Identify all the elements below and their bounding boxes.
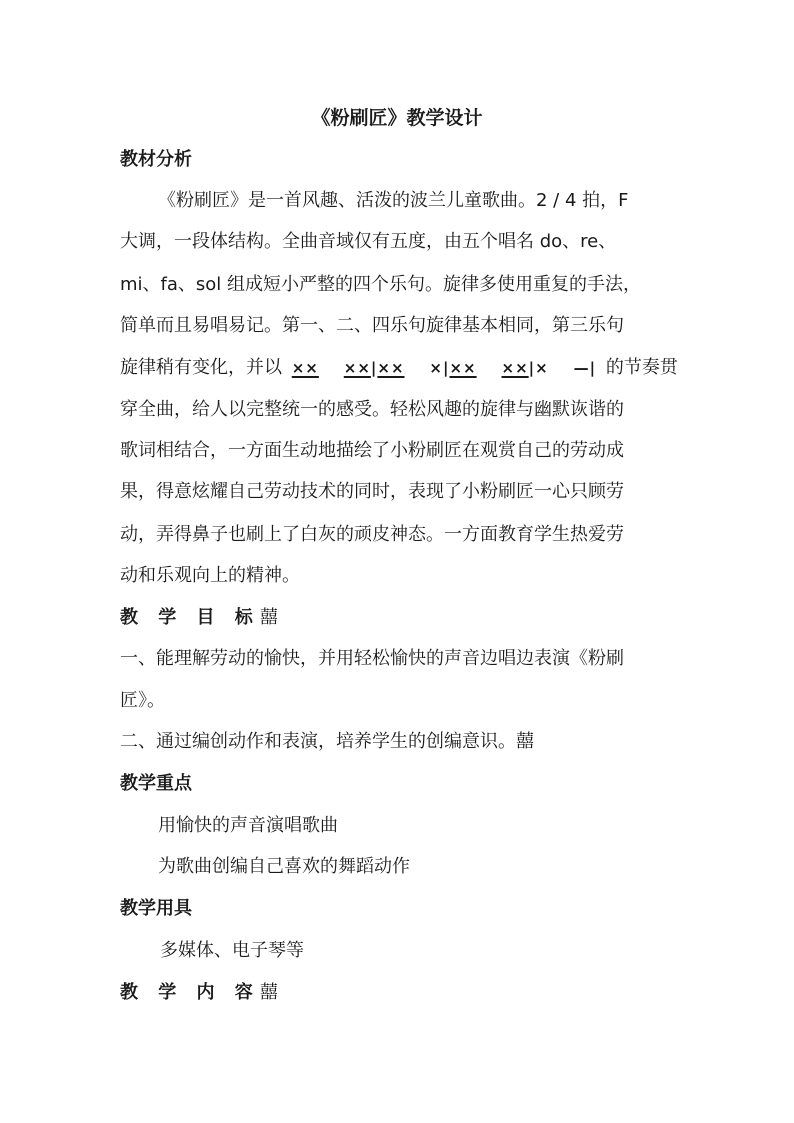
rhythm-group-4: × xyxy=(429,359,443,377)
analysis-rhythm-line xyxy=(120,354,678,382)
analysis-line-5: 穿全曲，给人以完整统一的感受。轻松风趣的旋律与幽默诙谐的 xyxy=(120,399,624,420)
section-heading-tools: 教学用具 xyxy=(120,898,192,919)
rhythm-barline-4: | xyxy=(589,359,597,377)
rhythm-group-7: × xyxy=(535,359,549,377)
rhythm-group-8: — xyxy=(573,359,590,377)
section-heading-key-points: 教学重点 xyxy=(120,773,192,794)
rhythm-group-2: ×× xyxy=(343,359,371,377)
rhythm-line-after: 的节奏贯 xyxy=(605,357,678,378)
rhythm-barline-3: | xyxy=(528,359,536,377)
goals-line-2: 匠》。 xyxy=(120,690,165,711)
section-heading-goals xyxy=(120,604,278,632)
analysis-line-2: 大调，一段体结构。全曲音域仅有五度，由五个唱名 do、re、 xyxy=(120,231,617,252)
rhythm-line-before: 旋律稍有变化，并以 xyxy=(120,357,282,378)
rhythm-group-3: ×× xyxy=(377,359,405,377)
analysis-line-4: 简单而且易唱易记。第一、二、四乐句旋律基本相同，第三乐句 xyxy=(120,315,624,336)
analysis-line-9: 动和乐观向上的精神。 xyxy=(120,565,300,586)
analysis-line-1: 《粉刷匠》是一首风趣、活泼的波兰儿童歌曲。2 / 4 拍，F xyxy=(158,190,629,211)
content-heading-text: 教 学 内 容 xyxy=(120,982,260,1003)
goals-line-3: 二、通过编创动作和表演，培养学生的创编意识。囍 xyxy=(120,731,534,752)
analysis-line-3: mi、fa、sol 组成短小严整的四个乐句。旋律多使用重复的手法， xyxy=(120,274,642,295)
goals-line-1: 一、能理解劳动的愉快，并用轻松愉快的声音边唱边表演《粉刷 xyxy=(120,648,624,669)
section-heading-analysis: 教材分析 xyxy=(120,149,192,170)
rhythm-notation xyxy=(292,354,596,382)
analysis-line-7: 果，得意炫耀自己劳动技术的同时，表现了小粉刷匠一心只顾劳 xyxy=(120,481,624,502)
analysis-line-8: 动，弄得鼻子也刷上了白灰的顽皮神态。一方面教育学生热爱劳 xyxy=(120,524,624,545)
rhythm-group-1: ×× xyxy=(291,359,319,377)
rhythm-group-6: ×× xyxy=(501,359,529,377)
rhythm-group-5: ×× xyxy=(449,359,477,377)
section-heading-content xyxy=(120,979,278,1007)
rhythm-barline-1: | xyxy=(370,359,378,377)
analysis-line-6: 歌词相结合，一方面生动地描绘了小粉刷匠在观赏自己的劳动成 xyxy=(120,440,624,461)
tools-item-1: 多媒体、电子琴等 xyxy=(160,940,304,961)
key-point-item-1: 用愉快的声音演唱歌曲 xyxy=(158,815,338,836)
rhythm-barline-2: | xyxy=(443,359,450,377)
goals-heading-text: 教 学 目 标 xyxy=(120,607,260,628)
content-heading-mark: 囍 xyxy=(259,982,278,1003)
key-point-item-2: 为歌曲创编自己喜欢的舞蹈动作 xyxy=(158,856,410,877)
goals-heading-mark: 囍 xyxy=(259,607,278,628)
document-title: 《粉刷匠》教学设计 xyxy=(311,107,483,129)
